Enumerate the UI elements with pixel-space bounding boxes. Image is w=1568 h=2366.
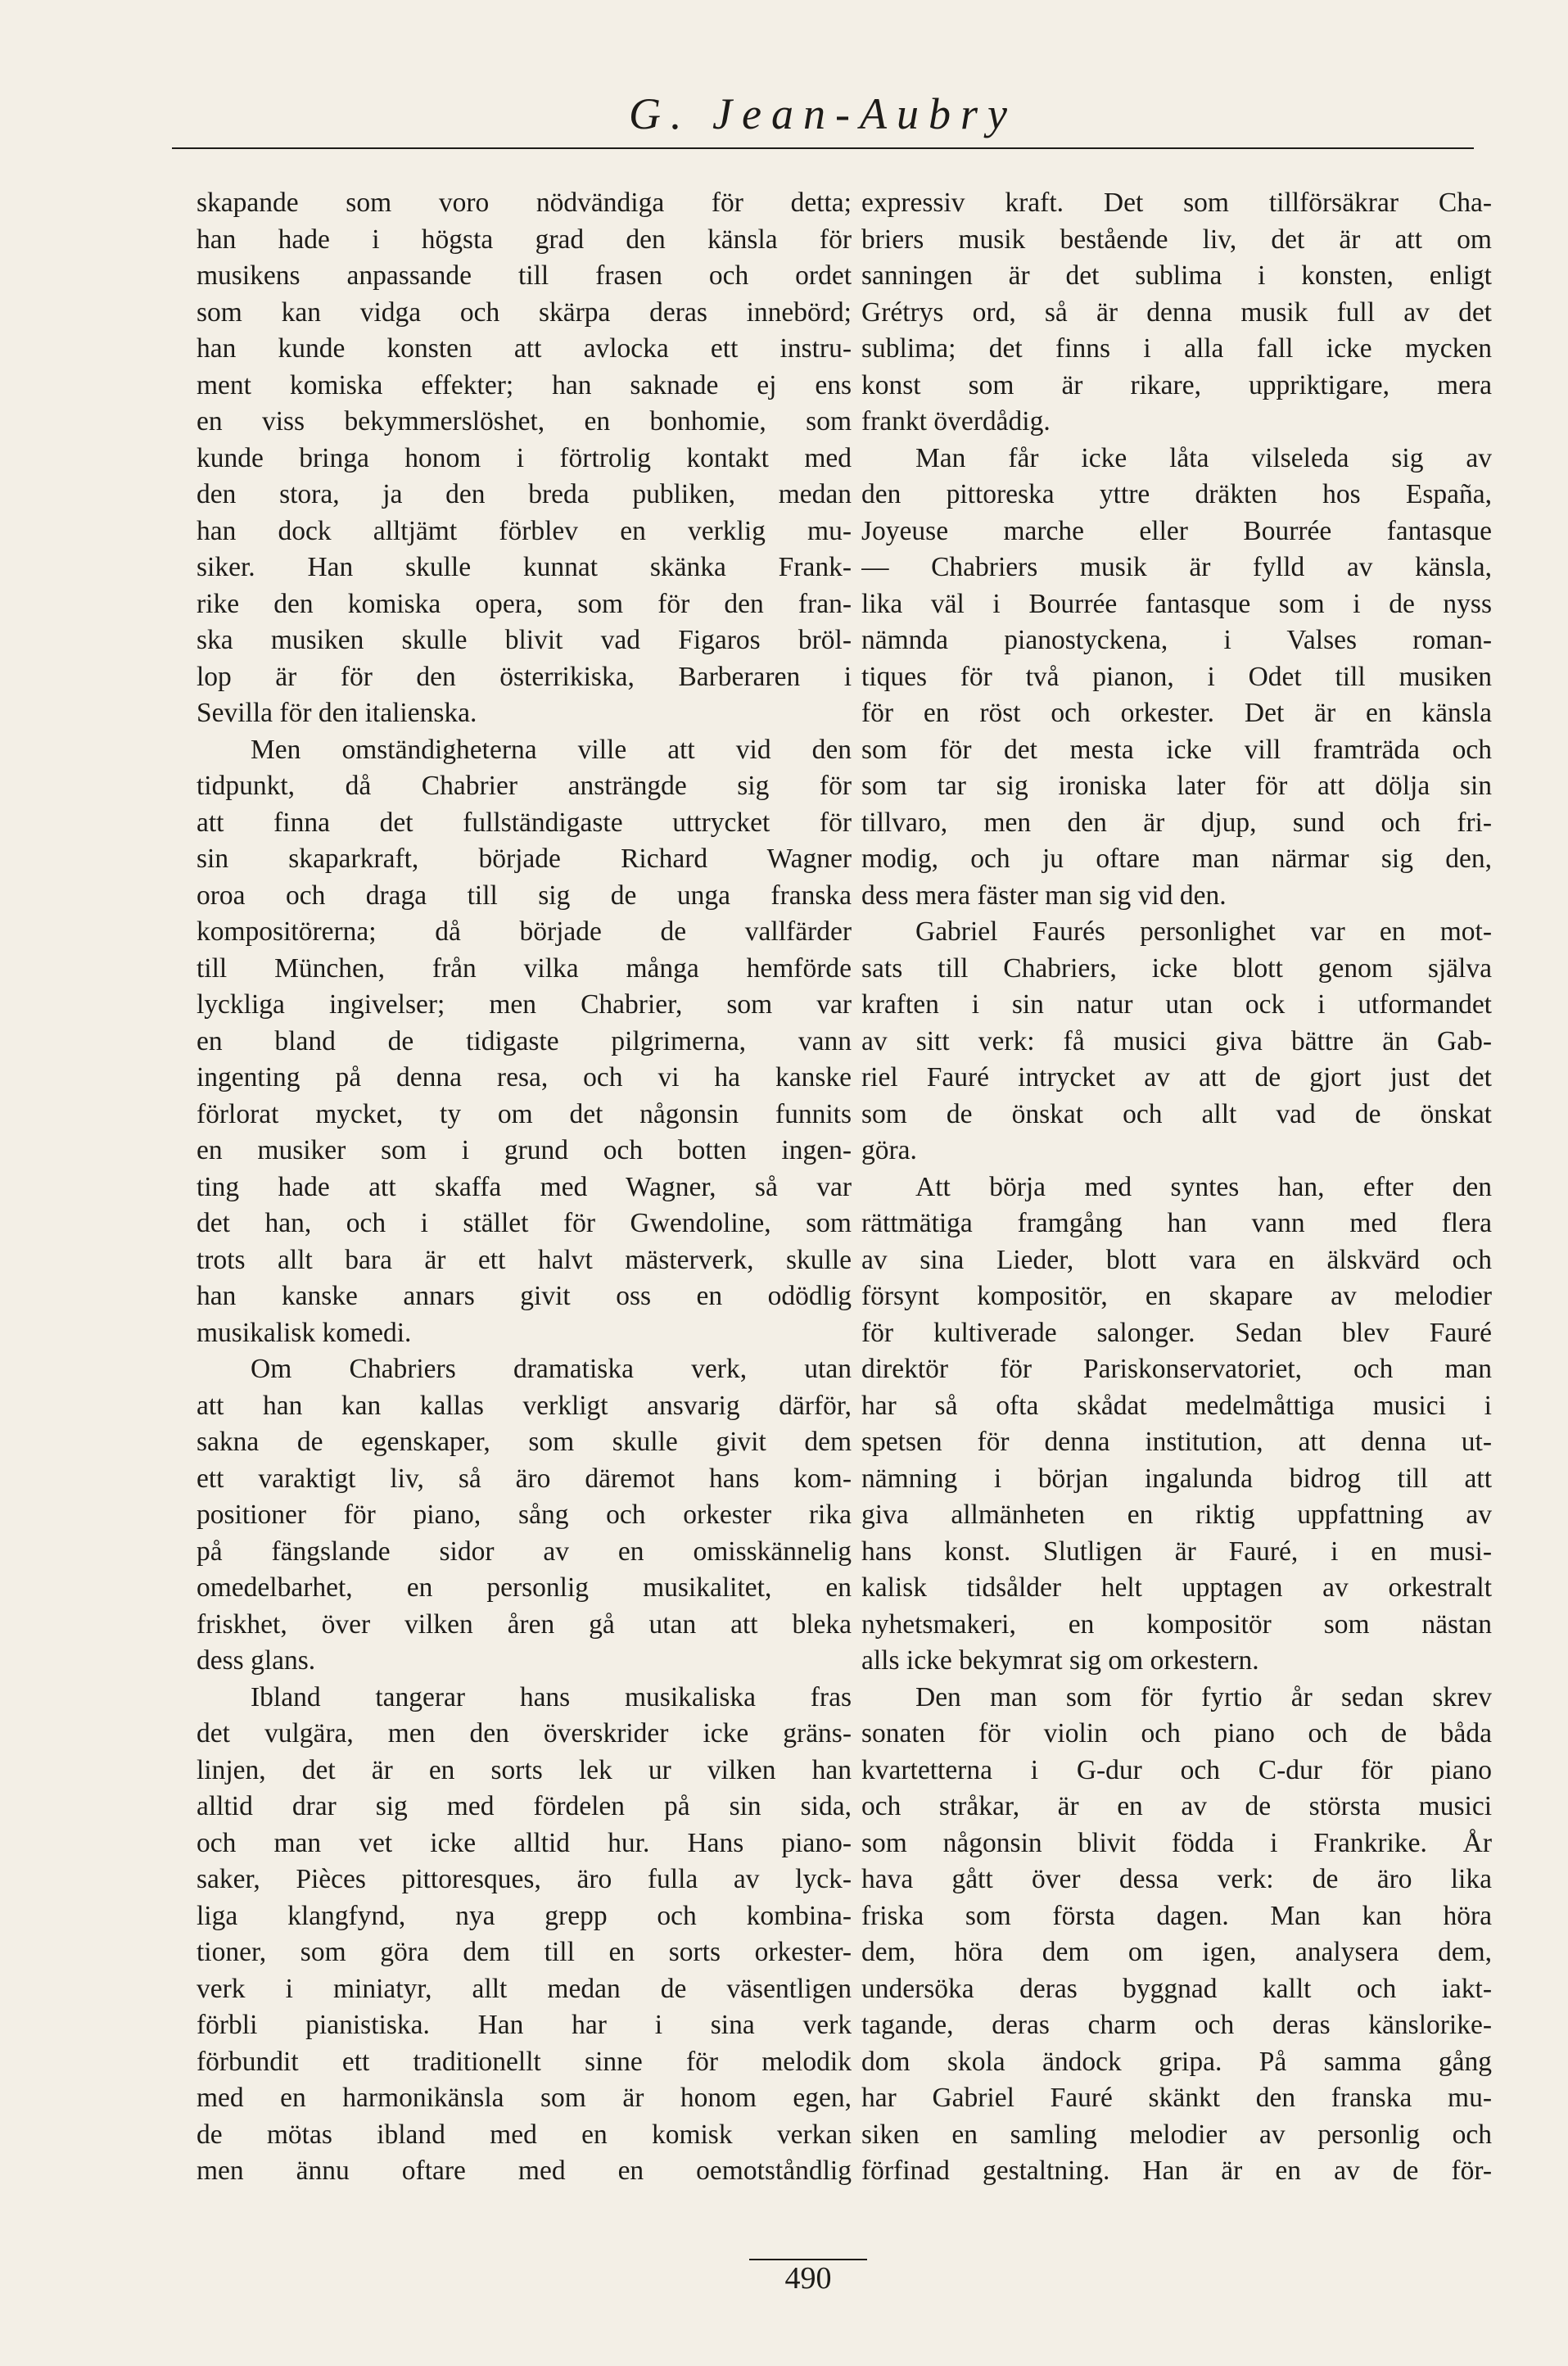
text-line: friskhet, över vilken åren gå utan att bleka [197, 1608, 852, 1640]
text-line: han hade i högsta grad den känsla för [197, 224, 852, 255]
text-line: verk i miniatyr, allt medan de väsentligen [197, 1973, 852, 2004]
text-line: riel Fauré intrycket av att de gjort just det [861, 1062, 1492, 1093]
text-line: Den man som för fyrtio år sedan skrev [915, 1681, 1492, 1712]
header-rule [172, 147, 1474, 149]
text-line: musikens anpassande till frasen och ordet [197, 260, 852, 291]
text-line: den stora, ja den breda publiken, medan [197, 479, 852, 509]
text-line: Om Chabriers dramatiska verk, utan [251, 1354, 852, 1384]
text-line: konst som är rikare, uppriktigare, mera [861, 369, 1492, 400]
text-line: en bland de tidigaste pilgrimerna, vann [197, 1025, 852, 1056]
text-line: av sina Lieder, blott vara en älskvärd och [861, 1244, 1492, 1275]
text-line: tiques för två pianon, i Odet till musiken [861, 661, 1492, 692]
text-line: briers musik bestående liv, det är att om [861, 224, 1492, 255]
text-line: kunde bringa honom i förtrolig kontakt med [197, 442, 852, 473]
text-line: lika väl i Bourrée fantasque som i de nyss [861, 588, 1492, 619]
text-line: dess mera fäster man sig vid den. [861, 880, 1227, 911]
text-line: expressiv kraft. Det som tillförsäkrar Cha- [861, 188, 1492, 218]
text-line: dem, höra dem om igen, analysera dem, [861, 1937, 1492, 1967]
text-line: direktör för Pariskonservatoriet, och man [861, 1354, 1492, 1384]
text-line: hans konst. Slutligen är Fauré, i en musi- [861, 1536, 1492, 1567]
text-line: sanningen är det sublima i konsten, enligt [861, 260, 1492, 291]
text-line: alls icke bekymrat sig om orkestern. [861, 1645, 1259, 1676]
text-line: nyhetsmakeri, en kompositör som nästan [861, 1608, 1492, 1640]
text-line: friska som första dagen. Man kan höra [861, 1900, 1492, 1931]
text-line: sakna de egenskaper, som skulle givit dem [197, 1427, 852, 1457]
text-line: har så ofta skådat medelmåttiga musici i [861, 1390, 1492, 1421]
text-line: tidpunkt, då Chabrier ansträngde sig för [197, 771, 852, 801]
text-line: saker, Pièces pittoresques, äro fulla av lyck- [197, 1864, 852, 1894]
text-line: till München, från vilka många hemförde [197, 952, 852, 984]
text-line: förbundit ett traditionellt sinne för melodik [197, 2046, 852, 2077]
text-line: Ibland tangerar hans musikaliska fras [251, 1681, 852, 1712]
text-line: tillvaro, men den är djup, sund och fri- [861, 807, 1492, 838]
text-line: av sitt verk: få musici giva bättre än Gab- [861, 1025, 1492, 1056]
text-line: positioner för piano, sång och orkester rika [197, 1500, 852, 1530]
text-line: modig, och ju oftare man närmar sig den, [861, 844, 1492, 874]
text-line: siker. Han skulle kunnat skänka Frank- [197, 552, 852, 582]
text-line: sonaten för violin och piano och de båda [861, 1718, 1492, 1748]
text-line: liga klangfynd, nya grepp och kombina- [197, 1900, 852, 1931]
text-line: dom skola ändock gripa. På samma gång [861, 2046, 1492, 2077]
text-line: hava gått över dessa verk: de äro lika [861, 1864, 1492, 1894]
text-line: en viss bekymmerslöshet, en bonhomie, som [197, 406, 852, 437]
text-line: att finna det fullständigaste uttrycket för [197, 807, 852, 838]
text-line: sats till Chabriers, icke blott genom själva [861, 952, 1492, 984]
text-line: lop är för den österrikiska, Barberaren i [197, 661, 852, 692]
text-line: kompositörerna; då började de vallfärder [197, 916, 852, 947]
text-line: göra. [861, 1135, 917, 1165]
text-line: för kultiverade salonger. Sedan blev Fauré [861, 1317, 1492, 1348]
text-line: som någonsin blivit födda i Frankrike. År [861, 1827, 1492, 1858]
text-line: som de önskat och allt vad de önskat [861, 1098, 1492, 1129]
text-line: med en harmonikänsla som är honom egen, [197, 2083, 852, 2113]
text-line: Grétrys ord, så är denna musik full av det [861, 296, 1492, 328]
text-line: förbli pianistiska. Han har i sina verk [197, 2010, 852, 2040]
text-line: det vulgära, men den överskrider icke gräns- [197, 1718, 852, 1748]
text-line: frankt överdådig. [861, 406, 1051, 437]
right-column [861, 185, 1492, 2190]
text-line: kalisk tidsålder helt upptagen av orkestralt [861, 1572, 1492, 1603]
text-line: Gabriel Faurés personlighet var en mot- [915, 916, 1492, 947]
text-line: en musiker som i grund och botten ingen- [197, 1135, 852, 1165]
text-line: det han, och i stället för Gwendoline, som [197, 1208, 852, 1238]
text-line: han kunde konsten att avlocka ett instru- [197, 333, 852, 364]
text-line: musikalisk komedi. [197, 1317, 412, 1348]
text-line: de mötas ibland med en komisk verkan [197, 2119, 852, 2150]
text-line: han dock alltjämt förblev en verklig mu- [197, 515, 852, 546]
left-column [197, 185, 852, 2190]
text-line: har Gabriel Fauré skänkt den franska mu- [861, 2083, 1492, 2113]
text-line: — Chabriers musik är fylld av känsla, [861, 552, 1492, 582]
text-line: ting hade att skaffa med Wagner, så var [197, 1171, 852, 1202]
text-line: siken en samling melodier av personlig och [861, 2119, 1492, 2150]
text-line: trots allt bara är ett halvt mästerverk, skulle [197, 1244, 852, 1275]
text-line: kvartetterna i G-dur och C-dur för piano [861, 1754, 1492, 1785]
text-line: på fängslande sidor av en omisskännelig [197, 1536, 852, 1567]
text-line: lyckliga ingivelser; men Chabrier, som var [197, 989, 852, 1020]
text-line: tagande, deras charm och deras känslorike- [861, 2010, 1492, 2040]
running-header: G. Jean-Aubry [629, 89, 1017, 138]
text-line: ment komiska effekter; han saknade ej ens [197, 369, 852, 400]
text-line: ska musiken skulle blivit vad Figaros bröl- [197, 625, 852, 655]
text-line: att han kan kallas verkligt ansvarig därför, [197, 1390, 852, 1421]
text-line: sublima; det finns i alla fall icke mycken [861, 333, 1492, 364]
text-line: oroa och draga till sig de unga franska [197, 880, 852, 911]
text-line: och stråkar, är en av de största musici [861, 1791, 1492, 1821]
text-line: tioner, som göra dem till en sorts orkester- [197, 1937, 852, 1967]
text-line: dess glans. [197, 1645, 316, 1676]
text-line: den pittoreska yttre dräkten hos España, [861, 479, 1492, 509]
text-line: giva allmänheten en riktig uppfattning av [861, 1500, 1492, 1530]
text-line: och man vet icke alltid hur. Hans piano- [197, 1827, 852, 1858]
text-line: omedelbarhet, en personlig musikalitet, en [197, 1572, 852, 1603]
text-line: Att börja med syntes han, efter den [915, 1171, 1492, 1202]
text-line: som för det mesta icke vill framträda och [861, 734, 1492, 765]
text-line: som tar sig ironiska later för att dölja sin [861, 771, 1492, 801]
text-line: Joyeuse marche eller Bourrée fantasque [861, 515, 1492, 546]
text-line: ingenting på denna resa, och vi ha kanske [197, 1062, 852, 1093]
text-line: förfinad gestaltning. Han är en av de för- [861, 2156, 1492, 2186]
text-line: undersöka deras byggnad kallt och iakt- [861, 1973, 1492, 2004]
text-line: rike den komiska opera, som för den fran- [197, 588, 852, 619]
text-line: ett varaktigt liv, så äro däremot hans kom- [197, 1463, 852, 1494]
text-line: nämnda pianostyckena, i Valses roman- [861, 625, 1492, 655]
text-line: förlorat mycket, ty om det någonsin funnits [197, 1098, 852, 1129]
text-line: spetsen för denna institution, att denna ut- [861, 1427, 1492, 1457]
text-line: Man får icke låta vilseleda sig av [915, 442, 1492, 473]
text-line: rättmätiga framgång han vann med flera [861, 1208, 1492, 1238]
text-line: för en röst och orkester. Det är en känsla [861, 698, 1492, 728]
text-line: han kanske annars givit oss en odödlig [197, 1281, 852, 1311]
text-line: linjen, det är en sorts lek ur vilken han [197, 1754, 852, 1785]
text-line: nämning i början ingalunda bidrog till att [861, 1463, 1492, 1494]
page-number: 490 [784, 2261, 832, 2296]
text-line: Sevilla för den italienska. [197, 698, 477, 728]
text-line: försynt kompositör, en skapare av melodier [861, 1281, 1492, 1311]
text-line: sin skaparkraft, började Richard Wagner [197, 844, 852, 874]
text-line: alltid drar sig med fördelen på sin sida, [197, 1791, 852, 1821]
text-line: Men omständigheterna ville att vid den [251, 734, 852, 765]
text-line: skapande som voro nödvändiga för detta; [197, 188, 852, 218]
text-line: som kan vidga och skärpa deras innebörd; [197, 296, 852, 328]
text-line: men ännu oftare med en oemotståndlig [197, 2156, 852, 2186]
text-line: kraften i sin natur utan ock i utformandet [861, 989, 1492, 1020]
